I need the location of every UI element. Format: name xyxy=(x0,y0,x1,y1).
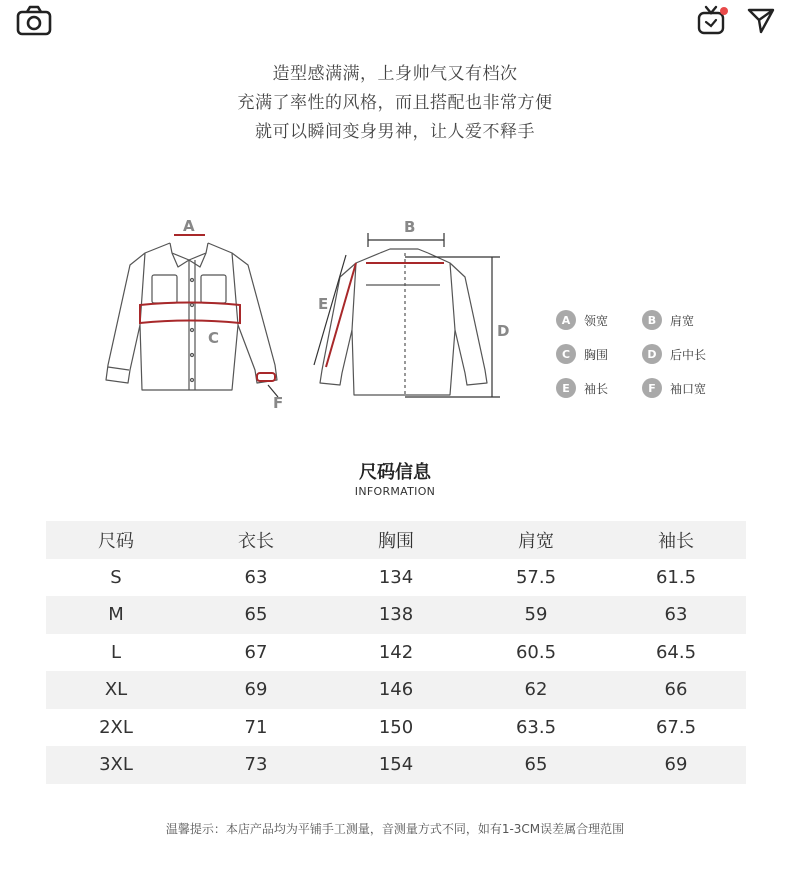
legend-badge: E xyxy=(556,378,576,398)
legend-badge: F xyxy=(642,378,662,398)
legend-item-d xyxy=(642,344,706,364)
send-icon[interactable] xyxy=(746,6,776,34)
legend-item-e xyxy=(556,378,608,398)
table-row xyxy=(46,746,746,784)
column-header: 尺码 xyxy=(98,530,134,552)
legend-badge: B xyxy=(642,310,662,330)
table-cell: S xyxy=(110,566,122,588)
table-cell: 63 xyxy=(244,566,268,588)
table-cell: 60.5 xyxy=(515,641,557,663)
table-cell: 150 xyxy=(378,716,414,738)
legend-item-f xyxy=(642,378,706,398)
size-table xyxy=(46,521,746,784)
legend-badge: A xyxy=(556,310,576,330)
table-cell: 61.5 xyxy=(655,566,697,588)
marker-a: A xyxy=(183,217,195,235)
legend-label: 领宽 xyxy=(584,313,609,328)
table-cell: 62 xyxy=(524,679,548,701)
table-cell: 71 xyxy=(244,716,268,738)
legend-badge: C xyxy=(556,344,576,364)
table-cell: XL xyxy=(104,679,128,701)
size-table-subtitle: INFORMATION xyxy=(354,485,436,498)
marker-d: D xyxy=(497,322,510,340)
column-header: 胸围 xyxy=(378,530,414,552)
table-header-row xyxy=(46,521,746,559)
table-cell: 67.5 xyxy=(655,716,697,738)
table-cell: 138 xyxy=(378,604,414,626)
table-row xyxy=(46,559,746,597)
intro-text xyxy=(0,60,790,147)
measurement-note: 温馨提示：本店产品均为平铺手工测量，音测量方式不同，如有1-3CM误差属合理范围 xyxy=(165,822,625,836)
table-cell: 73 xyxy=(244,754,268,776)
legend-label: 袖长 xyxy=(584,381,609,396)
legend-badge: D xyxy=(642,344,662,364)
intro-line: 充满了率性的风格，而且搭配也非常方便 xyxy=(237,93,553,113)
table-cell: 63.5 xyxy=(515,716,557,738)
table-cell: 69 xyxy=(244,679,268,701)
table-row xyxy=(46,671,746,709)
table-cell: 66 xyxy=(664,679,688,701)
table-cell: M xyxy=(108,604,124,626)
table-cell: 154 xyxy=(378,754,414,776)
table-cell: 67 xyxy=(244,641,268,663)
marker-c: C xyxy=(208,329,220,347)
table-cell: 59 xyxy=(524,604,548,626)
table-cell: 146 xyxy=(378,679,414,701)
table-cell: 64.5 xyxy=(655,641,697,663)
table-cell: 69 xyxy=(664,754,688,776)
marker-f: F xyxy=(273,394,284,412)
legend-item-c xyxy=(556,344,608,364)
camera-icon[interactable] xyxy=(16,4,52,36)
back-shirt-illustration xyxy=(320,249,487,395)
intro-line: 就可以瞬间变身男神，让人爱不释手 xyxy=(255,122,535,142)
tv-notification-icon[interactable] xyxy=(696,4,730,36)
table-cell: 142 xyxy=(378,641,414,663)
column-header: 肩宽 xyxy=(518,530,554,552)
legend-label: 后中长 xyxy=(670,347,707,362)
marker-b: B xyxy=(404,218,416,236)
table-row xyxy=(46,709,746,747)
measure-f-line xyxy=(257,373,275,381)
table-cell: 134 xyxy=(378,566,414,588)
table-row xyxy=(46,596,746,634)
front-shirt-illustration xyxy=(106,243,277,390)
column-header: 衣长 xyxy=(238,530,274,552)
table-cell: 2XL xyxy=(99,716,133,738)
table-cell: 57.5 xyxy=(515,566,557,588)
legend-item-a xyxy=(556,310,608,330)
table-cell: L xyxy=(110,641,122,663)
table-row xyxy=(46,634,746,672)
legend-label: 肩宽 xyxy=(670,313,695,328)
marker-e: E xyxy=(318,295,329,313)
measure-e-line xyxy=(326,263,356,367)
table-cell: 65 xyxy=(524,754,548,776)
column-header: 袖长 xyxy=(658,530,694,552)
legend-label: 袖口宽 xyxy=(670,381,707,396)
legend-item-b xyxy=(642,310,694,330)
intro-line: 造型感满满，上身帅气又有档次 xyxy=(272,64,518,84)
table-cell: 65 xyxy=(244,604,268,626)
table-cell: 63 xyxy=(664,604,688,626)
top-bar xyxy=(0,0,790,44)
table-cell: 3XL xyxy=(99,754,133,776)
legend-label: 胸围 xyxy=(584,347,609,362)
size-table-title: 尺码信息 xyxy=(359,462,431,483)
